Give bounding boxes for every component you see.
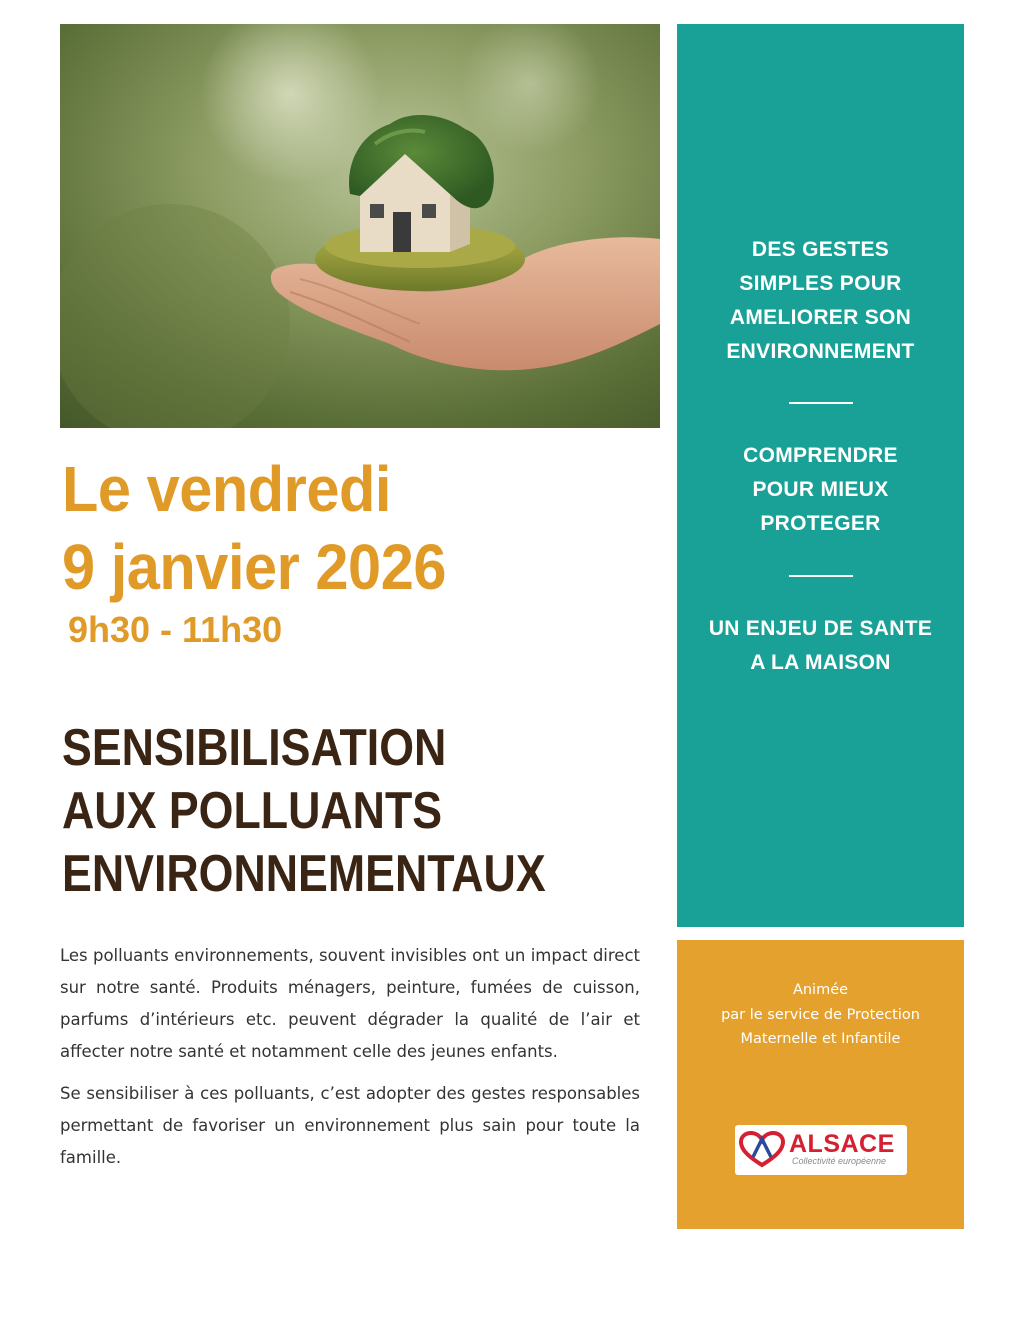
- highlight-line: A LA MAISON: [750, 651, 891, 674]
- highlight-group-3: [677, 612, 964, 680]
- hero-photo: [60, 24, 660, 428]
- page-title: [62, 717, 624, 906]
- separator: [789, 402, 853, 404]
- highlight-group-2: [677, 439, 964, 541]
- description-paragraph-2: Se sensibiliser à ces polluants, c’est adopter des gestes responsables permettant de favoriser un environnement plus sain pour toute la famille.: [60, 1084, 640, 1167]
- highlights-panel: [677, 24, 964, 927]
- organizer-panel: [677, 940, 964, 1229]
- logo-tagline: Collectivité européenne: [792, 1156, 887, 1166]
- highlight-line: COMPRENDRE: [743, 444, 898, 467]
- highlight-line: SIMPLES POUR: [739, 272, 902, 295]
- event-date: [62, 450, 475, 652]
- alsace-logo: [735, 1125, 907, 1175]
- alsace-heart-icon: [739, 1131, 785, 1169]
- description-paragraph-1: Les polluants environnements, souvent invisibles ont un impact direct sur notre santé. Produits ménagers, peinture, fumées de cuisson, parfums d’intérieurs etc. peuvent dégrader la qualité de l’air et affecter notre santé et notamment celle des jeunes enfants.: [60, 946, 640, 1061]
- highlight-line: ENVIRONNEMENT: [726, 340, 915, 363]
- credit-line: par le service de Protection: [721, 1006, 920, 1023]
- event-time: 9h30 - 11h30: [68, 609, 283, 650]
- logo-name: ALSACE: [789, 1130, 895, 1158]
- hands-holding-house-icon: [60, 24, 660, 428]
- title-line-3: ENVIRONNEMENTAUX: [62, 845, 546, 903]
- description: [60, 940, 640, 1184]
- highlight-line: DES GESTES: [751, 238, 890, 261]
- highlight-line: POUR MIEUX: [752, 478, 889, 501]
- separator: [789, 575, 853, 577]
- event-day: Le vendredi: [62, 453, 391, 525]
- highlight-line: AMELIORER SON: [729, 306, 912, 329]
- highlight-group-1: [677, 233, 964, 369]
- title-line-2: AUX POLLUANTS: [62, 782, 443, 840]
- credit-line: Animée: [792, 982, 849, 998]
- highlight-line: UN ENJEU DE SANTE: [708, 617, 933, 640]
- organizer-credits: [677, 978, 964, 1052]
- event-date-line: 9 janvier 2026: [62, 531, 446, 603]
- credit-line: Maternelle et Infantile: [740, 1031, 901, 1047]
- highlight-line: PROTEGER: [760, 512, 881, 535]
- title-line-1: SENSIBILISATION: [62, 719, 447, 777]
